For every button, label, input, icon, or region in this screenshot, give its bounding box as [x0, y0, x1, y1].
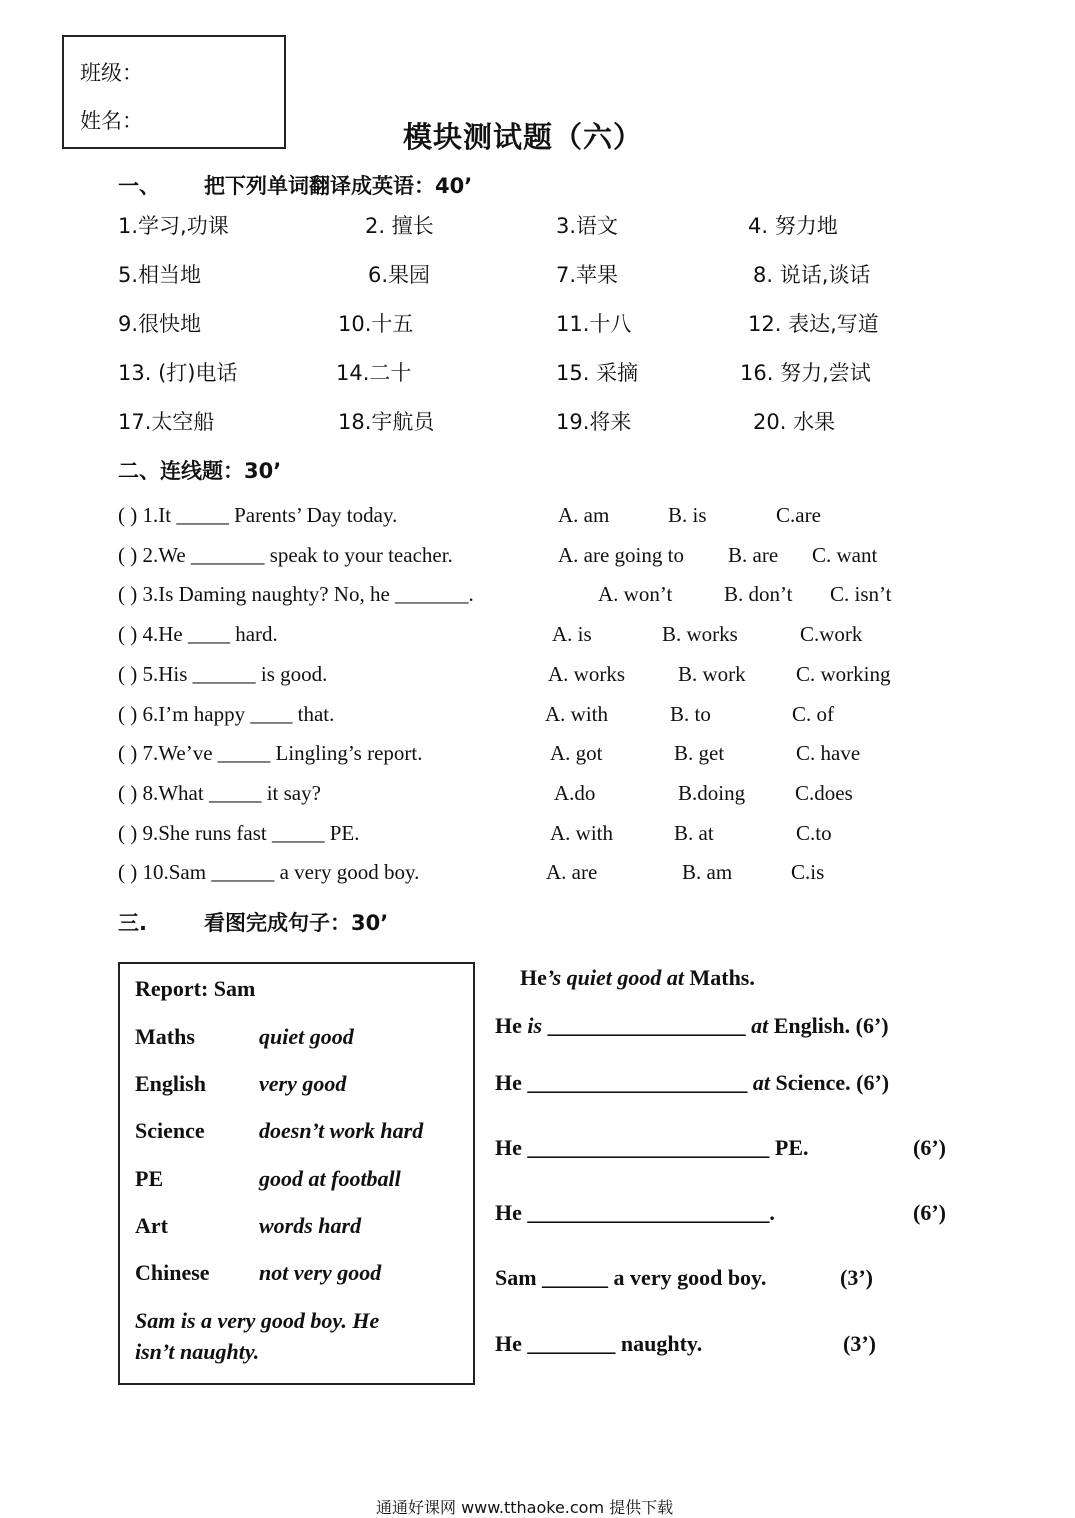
option-b: B.doing: [678, 780, 746, 805]
option-a: A. got: [550, 741, 603, 766]
word-item: 15. 采摘: [556, 361, 639, 385]
section1-number: 一、: [118, 174, 160, 198]
word-item: 11.十八: [556, 312, 632, 336]
question-text: ( ) 7.We’ve _____ Lingling’s report.: [118, 741, 423, 766]
footer-credit: 通通好课网 www.tthaoke.com 提供下载: [376, 1498, 674, 1517]
page-title: 模块测试题（六）: [403, 120, 644, 154]
sentence-6: He ________ naughty.: [495, 1331, 703, 1356]
sentence-3-score: (6’): [913, 1135, 946, 1160]
word-item: 18.宇航员: [338, 410, 435, 434]
example-part1: He: [520, 965, 547, 990]
word-item: 16. 努力,尝试: [740, 361, 871, 385]
name-label: 姓名：: [80, 109, 143, 133]
option-b: B. at: [674, 820, 714, 845]
option-c: C.are: [776, 503, 821, 527]
word-item: 17.太空船: [118, 410, 215, 434]
option-a: A. with: [550, 820, 613, 845]
s2-part2: at: [752, 1070, 771, 1095]
s1-part2: is: [527, 1013, 543, 1038]
section2-heading: 二、连线题：30’: [118, 459, 282, 483]
question-text: ( ) 6.I’m happy ____ that.: [118, 701, 335, 726]
word-item: 13. (打)电话: [118, 361, 238, 385]
option-a: A. am: [558, 503, 610, 527]
option-c: C.to: [796, 820, 832, 845]
option-a: A. are: [546, 860, 598, 885]
report-note-line1: Sam is a very good boy. He: [135, 1308, 380, 1333]
section1-title: 把下列单词翻译成英语：40’: [204, 174, 473, 198]
question-text: ( ) 10.Sam ______ a very good boy.: [118, 860, 420, 885]
report-subject: Maths: [135, 1024, 195, 1049]
s1-part1: He: [495, 1013, 528, 1038]
report-subject: PE: [135, 1165, 164, 1191]
option-b: B. is: [668, 503, 707, 527]
section1-heading: [118, 170, 472, 200]
word-item: 20. 水果: [753, 410, 836, 434]
question-text: ( ) 1.It _____ Parents’ Day today.: [118, 503, 398, 527]
s1-part5: English. (6’): [768, 1013, 889, 1038]
sentence-4: He ______________________.: [495, 1200, 775, 1225]
sentence-6-score: (3’): [843, 1331, 876, 1356]
report-subject: English: [135, 1071, 206, 1097]
word-item: 14.二十: [336, 361, 412, 385]
question-text: ( ) 9.She runs fast _____ PE.: [118, 820, 360, 845]
word-item: 8. 说话,谈话: [753, 263, 871, 287]
word-item: 7.苹果: [556, 263, 619, 287]
option-a: A. is: [552, 622, 592, 647]
sentence-5: Sam ______ a very good boy.: [495, 1265, 767, 1290]
s2-part3: Science. (6’): [770, 1070, 890, 1095]
report-grade: not very good: [259, 1260, 382, 1285]
question-text: ( ) 5.His ______ is good.: [118, 661, 328, 686]
report-grade: doesn’t work hard: [259, 1118, 424, 1144]
question-text: ( ) 4.He ____ hard.: [118, 622, 278, 647]
option-c: C.does: [795, 780, 853, 805]
word-item: 10.十五: [338, 312, 414, 336]
report-subject: Science: [135, 1118, 205, 1144]
sentence-1: [495, 1013, 889, 1039]
option-c: C. isn’t: [830, 582, 892, 607]
option-a: A. are going to: [558, 542, 684, 567]
sentence-5-score: (3’): [840, 1265, 873, 1290]
option-b: B. get: [674, 741, 725, 766]
report-card-box: [118, 962, 475, 1385]
word-item: 3.语文: [556, 214, 619, 238]
question-text: ( ) 3.Is Daming naughty? No, he _______.: [118, 582, 474, 607]
option-b: B. work: [678, 661, 746, 686]
option-c: C. working: [796, 661, 891, 686]
option-b: B. don’t: [724, 582, 793, 607]
report-note-line2: isn’t naughty.: [135, 1339, 260, 1364]
report-grade: words hard: [259, 1212, 362, 1238]
option-c: C. want: [812, 542, 878, 567]
example-sentence: [520, 965, 755, 991]
option-c: C.is: [791, 860, 825, 885]
word-item: 5.相当地: [118, 263, 202, 287]
word-item: 12. 表达,写道: [748, 312, 879, 336]
s2-part1: He ____________________: [495, 1070, 753, 1095]
option-a: A.do: [554, 780, 596, 805]
report-grade: good at football: [259, 1165, 401, 1191]
student-info-box: [62, 35, 286, 149]
word-item: 1.学习,功课: [118, 214, 229, 238]
report-subject: Chinese: [135, 1260, 210, 1285]
s1-part3: __________________: [542, 1013, 752, 1038]
report-title: Report: Sam: [135, 976, 256, 1001]
example-part3: Maths.: [683, 965, 755, 990]
word-item: 2. 擅长: [365, 214, 434, 238]
word-item: 4. 努力地: [748, 214, 838, 238]
report-subject: Art: [135, 1212, 168, 1238]
question-text: ( ) 2.We _______ speak to your teacher.: [118, 542, 453, 567]
option-c: C. have: [796, 741, 861, 766]
section3-title: 看图完成句子：30’: [204, 911, 389, 935]
option-a: A. works: [548, 661, 625, 686]
word-item: 19.将来: [556, 410, 632, 434]
section3-heading: [118, 907, 388, 937]
option-a: A. with: [545, 701, 608, 726]
report-grade: very good: [259, 1071, 347, 1097]
report-grade: quiet good: [259, 1024, 354, 1049]
question-text: ( ) 8.What _____ it say?: [118, 780, 321, 805]
option-b: B. am: [682, 860, 733, 885]
option-b: B. works: [662, 622, 738, 647]
class-label: 班级：: [80, 61, 143, 85]
word-item: 6.果园: [368, 263, 431, 287]
option-c: C. of: [792, 701, 834, 726]
sentence-3: He ______________________ PE.: [495, 1135, 809, 1160]
sentence-4-score: (6’): [913, 1200, 946, 1225]
example-part2: ’s quiet good at: [546, 965, 684, 990]
s1-part4: at: [751, 1013, 769, 1038]
sentence-2: [495, 1070, 889, 1096]
option-b: B. are: [728, 542, 779, 567]
section3-number: 三.: [118, 911, 147, 935]
option-b: B. to: [670, 701, 711, 726]
option-a: A. won’t: [598, 582, 673, 607]
word-item: 9.很快地: [118, 312, 202, 336]
option-c: C.work: [800, 622, 863, 647]
